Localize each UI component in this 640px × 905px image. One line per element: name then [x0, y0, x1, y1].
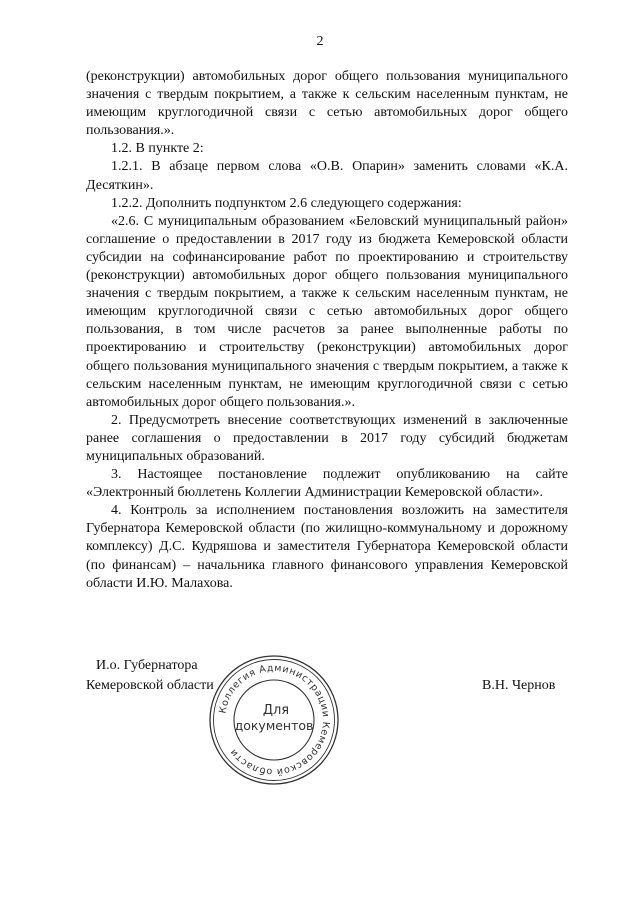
paragraph-2-6: «2.6. С муниципальным образованием «Беловский муниципальный район» соглашение о предоставлении в 2017 году из бюджета Кемеровской области субсидии на софинансирование работ по проектированию и строительству (реконструкции) автомобильных дорог общего пользования муниципального значения с твердым покрытием, а также к сельским населенным пунктам, не имеющим круглогодичной связи с сетью автомобильных дорог общего пользования, в том числе расчетов за ранее выполненные работы по проектированию и строительству (реконструкции) автомобильных дорог общего пользования муниципального значения с твердым покрытием, а также к сельским населенным пунктам, не имеющим круглогодичной связи с сетью автомобильных дорог общего пользования.». [86, 213, 568, 410]
paragraph-continuation: (реконструкции) автомобильных дорог общего пользования муниципального значения с твердым покрытием, а также к сельским населенным пунктам, не имеющим круглогодичной связи с сетью автомобильных дорог общего пользования.». [86, 69, 568, 139]
stamp-center-line1: Для [262, 703, 290, 718]
page-number: 2 [316, 34, 324, 49]
signatory-position-line2: Кемеровской области [86, 678, 214, 693]
stamp-seal-icon [206, 652, 342, 788]
paragraph-3: 3. Настоящее постановление подлежит опубликованию на сайте «Электронный бюллетень Коллегии Администрации Кемеровской области». [86, 467, 568, 501]
paragraph-1-2-1: 1.2.1. В абзаце первом слова «О.В. Опарин» заменить словами «К.А. Десяткин». [86, 159, 568, 193]
signatory-name: В.Н. Чернов [482, 678, 556, 693]
stamp-center-line2: документов [234, 718, 314, 733]
signatory-position-line1: И.о. Губернатора [96, 658, 198, 673]
paragraph-1-2-2: 1.2.2. Дополнить подпунктом 2.6 следующего содержания: [111, 195, 462, 211]
paragraph-1-2: 1.2. В пункте 2: [111, 141, 204, 157]
signature-block [0, 652, 640, 802]
stamp-ring-text: Коллегия Администрации Кемеровской области [217, 662, 332, 778]
signatory-position [86, 656, 214, 696]
paragraph-4: 4. Контроль за исполнением постановления возложить на заместителя Губернатора Кемеровской области (по жилищно-коммунальному и дорожному комплексу) Д.С. Кудряшова и заместителя Губернатора Кемеровской области (по финансам) – начальника главного финансового управления Кемеровской области И.Ю. Малахова. [86, 503, 568, 591]
paragraph-2: 2. Предусмотреть внесение соответствующих изменений в заключенные ранее соглашения о предоставлении в 2017 году субсидий бюджетам муниципальных образований. [86, 412, 568, 464]
document-body [86, 68, 568, 593]
